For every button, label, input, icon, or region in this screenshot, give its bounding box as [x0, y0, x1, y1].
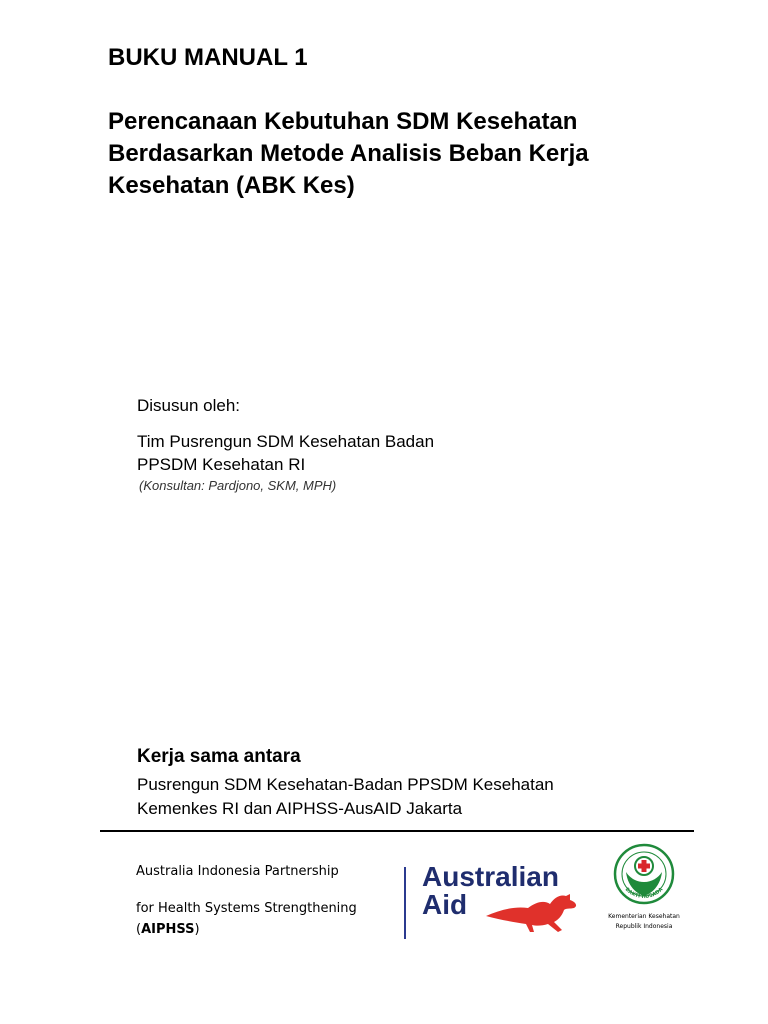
- cooperation-heading: Kerja sama antara: [137, 746, 301, 767]
- bakti-husada-emblem-icon: [606, 842, 682, 912]
- title-line-3: Kesehatan (ABK Kes): [108, 172, 355, 199]
- kemenkes-logo: [606, 842, 682, 942]
- aiphss-acronym: AIPHSS: [141, 922, 195, 937]
- ausaid-word-aid: Aid: [422, 889, 468, 920]
- ausaid-word-australian: Australian: [422, 861, 559, 892]
- aiphss-line-2: for Health Systems Strengthening: [136, 901, 357, 916]
- consultant-note: (Konsultan: Pardjono, SKM, MPH): [139, 478, 337, 493]
- aiphss-line-3: [136, 920, 357, 940]
- aiphss-paren-close: ): [194, 922, 200, 937]
- author-team: [137, 430, 434, 476]
- manual-label: BUKU MANUAL 1: [108, 44, 308, 71]
- aiphss-paren-open: (: [136, 922, 142, 937]
- author-line-2: PPSDM Kesehatan RI: [137, 455, 306, 474]
- australian-aid-logo: [422, 862, 582, 936]
- emblem-text: BAKTI HUSADA: [623, 886, 665, 901]
- cooperation-line-2: Kemenkes RI dan AIPHSS-AusAID Jakarta: [137, 799, 463, 818]
- horizontal-divider: [100, 830, 694, 832]
- cooperation-line-1: Pusrengun SDM Kesehatan-Badan PPSDM Kesehatan: [137, 775, 554, 794]
- document-title: [108, 106, 708, 202]
- kangaroo-icon: [484, 892, 580, 934]
- logo-divider: [404, 867, 406, 939]
- aiphss-text-block: [136, 862, 357, 940]
- kemenkes-caption-line-2: Republik Indonesia: [615, 923, 673, 930]
- authored-by-label: Disusun oleh:: [137, 396, 241, 415]
- title-line-1: Perencanaan Kebutuhan SDM Kesehatan: [108, 108, 578, 135]
- author-line-1: Tim Pusrengun SDM Kesehatan Badan: [137, 432, 435, 451]
- aiphss-line-1: Australia Indonesia Partnership: [136, 864, 339, 879]
- kemenkes-caption-line-1: Kementerian Kesehatan: [608, 913, 680, 920]
- cooperation-parties: [137, 773, 554, 821]
- kemenkes-caption: [596, 912, 692, 932]
- title-line-2: Berdasarkan Metode Analisis Beban Kerja: [108, 140, 589, 167]
